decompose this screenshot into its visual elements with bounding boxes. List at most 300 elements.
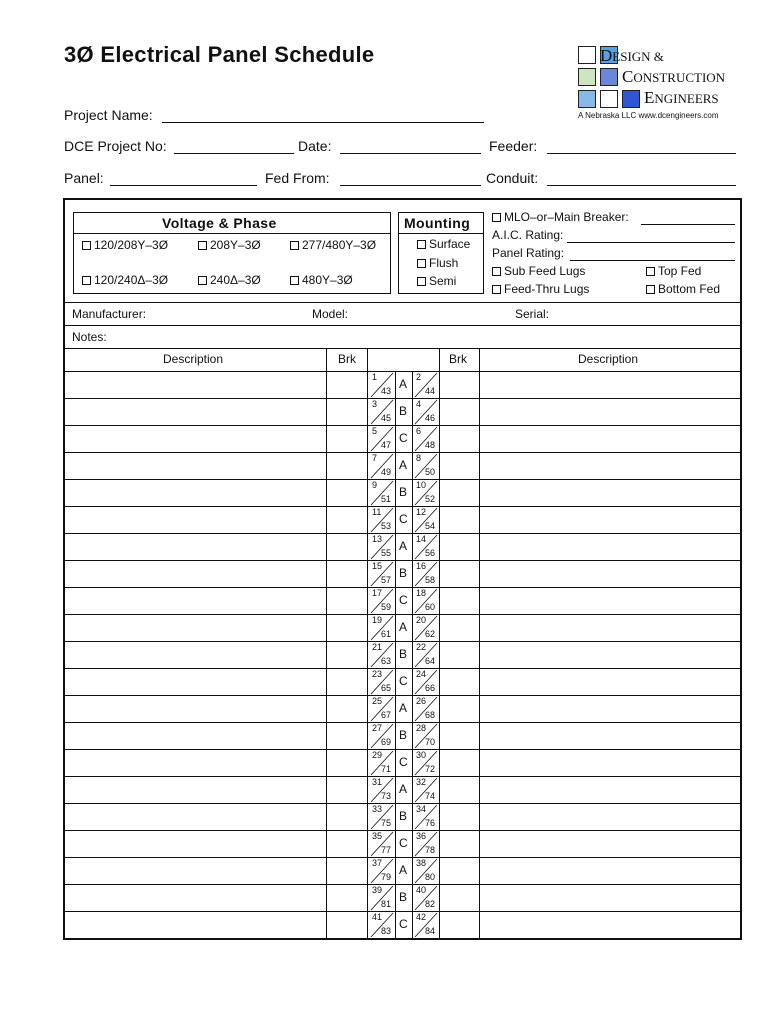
circuit-number-bottom: 64	[425, 656, 436, 666]
circuit-number-bottom: 80	[425, 872, 436, 882]
description-left-cell[interactable]	[65, 696, 326, 722]
circuit-number-top: 8	[416, 453, 422, 463]
aic-rating-field[interactable]	[567, 242, 735, 243]
breaker-left-cell[interactable]	[327, 534, 367, 560]
phase-label: C	[399, 836, 408, 850]
circuit-number-bottom: 69	[381, 737, 392, 747]
breaker-left-cell[interactable]	[327, 804, 367, 830]
breaker-left-cell[interactable]	[327, 615, 367, 641]
feed-thru-lugs-option[interactable]: Feed-Thru Lugs	[492, 282, 589, 296]
circuit-row	[65, 857, 740, 884]
circuit-number-cell	[369, 885, 395, 911]
checkbox	[646, 267, 655, 276]
circuit-row	[65, 587, 740, 614]
phase-cell	[395, 696, 413, 722]
circuit-number-cell	[369, 372, 395, 398]
circuit-number-cell	[413, 777, 439, 803]
circuit-number-top: 26	[416, 696, 427, 706]
circuit-number-top: 42	[416, 912, 427, 922]
breaker-left-cell[interactable]	[327, 561, 367, 587]
circuit-number-cell	[413, 750, 439, 776]
description-right-cell[interactable]	[480, 750, 740, 776]
circuit-number-bottom: 65	[381, 683, 392, 693]
circuit-number-top: 31	[372, 777, 383, 787]
circuit-number-bottom: 43	[381, 386, 392, 396]
circuit-number-cell	[413, 912, 439, 938]
fed-from-field[interactable]	[340, 185, 481, 186]
breaker-right-cell[interactable]	[440, 534, 479, 560]
description-left-cell[interactable]	[65, 912, 326, 938]
circuit-row	[65, 776, 740, 803]
panel-label: Panel:	[64, 170, 104, 186]
circuit-row	[65, 506, 740, 533]
voltage-phase-box	[73, 212, 391, 294]
circuit-number-cell	[369, 750, 395, 776]
breaker-right-cell[interactable]	[440, 723, 479, 749]
circuit-number-cell	[369, 615, 395, 641]
breaker-right-cell[interactable]	[440, 804, 479, 830]
description-left-cell[interactable]	[65, 669, 326, 695]
description-left-cell[interactable]	[65, 804, 326, 830]
bottom-fed-option[interactable]: Bottom Fed	[646, 282, 720, 296]
breaker-right-cell[interactable]	[440, 426, 479, 452]
model-label: Model:	[312, 307, 349, 321]
phase-cell	[395, 561, 413, 587]
checkbox	[198, 276, 207, 285]
logo-square	[578, 68, 596, 86]
circuit-number-bottom: 61	[381, 629, 392, 639]
checkbox	[646, 285, 655, 294]
circuit-number-cell	[369, 426, 395, 452]
circuit-number-top: 22	[416, 642, 427, 652]
circuit-number-bottom: 51	[381, 494, 392, 504]
date-field[interactable]	[340, 153, 481, 154]
logo-line-engineers: ENGINEERS	[644, 88, 719, 107]
breaker-right-cell[interactable]	[440, 912, 479, 938]
phase-label: B	[399, 485, 408, 499]
description-right-cell[interactable]	[480, 426, 740, 452]
circuit-number-bottom: 45	[381, 413, 392, 423]
phase-cell	[395, 615, 413, 641]
circuit-number-bottom: 50	[425, 467, 436, 477]
breaker-left-cell[interactable]	[327, 426, 367, 452]
description-right-cell[interactable]	[480, 615, 740, 641]
circuit-row	[65, 398, 740, 425]
phase-label: C	[399, 593, 408, 607]
voltage-option[interactable]: 208Y–3Ø	[198, 238, 261, 252]
breaker-left-cell[interactable]	[327, 642, 367, 668]
circuit-number-top: 2	[416, 372, 422, 382]
phase-cell	[395, 750, 413, 776]
circuit-number-top: 4	[416, 399, 422, 409]
voltage-option[interactable]: 120/208Y–3Ø	[82, 238, 168, 252]
logo-square	[600, 90, 618, 108]
description-right-cell[interactable]	[480, 912, 740, 938]
circuit-number-bottom: 52	[425, 494, 436, 504]
breaker-right-cell[interactable]	[440, 777, 479, 803]
circuit-row	[65, 560, 740, 587]
description-right-cell[interactable]	[480, 399, 740, 425]
checkbox	[198, 241, 207, 250]
project-name-label: Project Name:	[64, 107, 153, 123]
circuit-row	[65, 911, 740, 938]
breaker-right-cell[interactable]	[440, 885, 479, 911]
circuit-row	[65, 425, 740, 452]
circuit-number-bottom: 83	[381, 926, 392, 936]
circuit-number-top: 35	[372, 831, 383, 841]
circuit-number-cell	[369, 642, 395, 668]
circuit-number-bottom: 74	[425, 791, 436, 801]
breaker-left-cell[interactable]	[327, 777, 367, 803]
circuit-number-top: 23	[372, 669, 383, 679]
breaker-right-cell[interactable]	[440, 561, 479, 587]
breaker-right-cell[interactable]	[440, 642, 479, 668]
breaker-right-cell[interactable]	[440, 750, 479, 776]
checkbox	[82, 276, 91, 285]
breaker-left-cell[interactable]	[327, 588, 367, 614]
phase-label: B	[399, 728, 408, 742]
feeder-field[interactable]	[547, 153, 736, 154]
phase-label: C	[399, 755, 408, 769]
phase-cell	[395, 372, 413, 398]
circuit-number-cell	[369, 453, 395, 479]
phase-cell	[395, 588, 413, 614]
breaker-right-cell[interactable]	[440, 831, 479, 857]
breaker-right-cell[interactable]	[440, 858, 479, 884]
circuit-number-cell	[369, 777, 395, 803]
circuit-number-top: 38	[416, 858, 427, 868]
date-label: Date:	[298, 138, 332, 154]
breaker-left-cell[interactable]	[327, 669, 367, 695]
description-right-cell[interactable]	[480, 453, 740, 479]
circuit-number-top: 19	[372, 615, 383, 625]
logo-subtitle: A Nebraska LLC www.dcengineers.com	[578, 111, 719, 120]
phase-cell	[395, 534, 413, 560]
dce-project-no-label: DCE Project No:	[64, 138, 167, 154]
breaker-left-cell[interactable]	[327, 480, 367, 506]
mlo-main-breaker-field[interactable]	[641, 224, 735, 225]
checkbox	[492, 285, 501, 294]
circuit-number-top: 15	[372, 561, 383, 571]
header-brk-left: Brk	[338, 352, 356, 366]
circuit-number-cell	[413, 480, 439, 506]
manufacturer-label: Manufacturer:	[72, 307, 147, 321]
breaker-right-cell[interactable]	[440, 615, 479, 641]
description-left-cell[interactable]	[65, 831, 326, 857]
breaker-left-cell[interactable]	[327, 696, 367, 722]
description-left-cell[interactable]	[65, 885, 326, 911]
description-right-cell[interactable]	[480, 480, 740, 506]
description-left-cell[interactable]	[65, 642, 326, 668]
circuit-number-top: 25	[372, 696, 383, 706]
circuit-number-cell	[369, 561, 395, 587]
circuit-number-cell	[369, 507, 395, 533]
panel-rating-field[interactable]	[570, 260, 735, 261]
breaker-right-cell[interactable]	[440, 453, 479, 479]
breaker-right-cell[interactable]	[440, 696, 479, 722]
circuit-number-bottom: 44	[425, 386, 436, 396]
circuit-number-cell	[369, 534, 395, 560]
circuit-number-cell	[413, 561, 439, 587]
phase-label: C	[399, 674, 408, 688]
circuit-number-top: 9	[372, 480, 378, 490]
circuit-row	[65, 695, 740, 722]
breaker-left-cell[interactable]	[327, 723, 367, 749]
description-left-cell[interactable]	[65, 615, 326, 641]
circuit-number-top: 28	[416, 723, 427, 733]
mounting-box	[398, 212, 484, 294]
phase-label: A	[399, 377, 408, 391]
description-right-cell[interactable]	[480, 804, 740, 830]
checkbox	[417, 259, 426, 268]
description-right-cell[interactable]	[480, 372, 740, 398]
circuit-row	[65, 452, 740, 479]
circuit-number-cell	[413, 534, 439, 560]
circuit-number-bottom: 75	[381, 818, 392, 828]
header-brk-right: Brk	[449, 352, 467, 366]
description-left-cell[interactable]	[65, 588, 326, 614]
description-right-cell[interactable]	[480, 534, 740, 560]
description-left-cell[interactable]	[65, 453, 326, 479]
circuit-number-top: 3	[372, 399, 378, 409]
circuit-row	[65, 371, 740, 398]
description-left-cell[interactable]	[65, 561, 326, 587]
circuit-number-top: 20	[416, 615, 427, 625]
phase-cell	[395, 858, 413, 884]
panel-rating-label: Panel Rating:	[492, 246, 565, 260]
circuit-number-cell	[369, 858, 395, 884]
circuit-number-top: 36	[416, 831, 427, 841]
circuit-number-bottom: 47	[381, 440, 392, 450]
circuit-number-cell	[413, 426, 439, 452]
circuit-number-top: 32	[416, 777, 427, 787]
description-left-cell[interactable]	[65, 750, 326, 776]
description-left-cell[interactable]	[65, 534, 326, 560]
logo-square	[578, 90, 596, 108]
circuit-number-bottom: 63	[381, 656, 392, 666]
checkbox	[82, 241, 91, 250]
phase-label: A	[399, 863, 408, 877]
circuit-number-top: 11	[372, 507, 382, 517]
circuit-number-top: 13	[372, 534, 383, 544]
circuit-number-cell	[413, 372, 439, 398]
circuit-row	[65, 749, 740, 776]
breaker-left-cell[interactable]	[327, 912, 367, 938]
panel-field[interactable]	[110, 185, 257, 186]
panel-schedule-frame	[63, 198, 742, 940]
circuit-number-top: 30	[416, 750, 427, 760]
breaker-right-cell[interactable]	[440, 588, 479, 614]
voltage-option[interactable]: 120/240Δ–3Ø	[82, 273, 168, 287]
phase-label: A	[399, 539, 408, 553]
notes-label: Notes:	[72, 330, 107, 344]
description-left-cell[interactable]	[65, 723, 326, 749]
checkbox	[492, 267, 501, 276]
description-right-cell[interactable]	[480, 507, 740, 533]
header-description-left: Description	[163, 352, 224, 366]
breaker-right-cell[interactable]	[440, 399, 479, 425]
description-left-cell[interactable]	[65, 426, 326, 452]
phase-cell	[395, 507, 413, 533]
description-right-cell[interactable]	[480, 588, 740, 614]
description-right-cell[interactable]	[480, 777, 740, 803]
description-right-cell[interactable]	[480, 723, 740, 749]
checkbox	[290, 241, 299, 250]
circuit-number-bottom: 60	[425, 602, 436, 612]
checkbox	[417, 277, 426, 286]
mounting-option[interactable]: Surface	[417, 237, 470, 251]
voltage-option[interactable]: 277/480Y–3Ø	[290, 238, 376, 252]
checkbox	[290, 276, 299, 285]
phase-label: B	[399, 647, 408, 661]
phase-cell	[395, 777, 413, 803]
circuit-number-bottom: 76	[425, 818, 436, 828]
checkbox	[492, 213, 501, 222]
circuit-row	[65, 641, 740, 668]
fed-from-label: Fed From:	[265, 170, 330, 186]
circuit-number-bottom: 54	[425, 521, 436, 531]
circuit-number-bottom: 66	[425, 683, 436, 693]
circuit-number-bottom: 82	[425, 899, 436, 909]
circuit-number-top: 34	[416, 804, 427, 814]
circuit-number-bottom: 67	[381, 710, 392, 720]
breaker-left-cell[interactable]	[327, 453, 367, 479]
mounting-option[interactable]: Semi	[417, 274, 456, 288]
breaker-left-cell[interactable]	[327, 750, 367, 776]
description-right-cell[interactable]	[480, 885, 740, 911]
circuit-number-cell	[413, 831, 439, 857]
phase-cell	[395, 453, 413, 479]
breaker-left-cell[interactable]	[327, 858, 367, 884]
circuit-row	[65, 722, 740, 749]
breaker-right-cell[interactable]	[440, 480, 479, 506]
breaker-left-cell[interactable]	[327, 399, 367, 425]
description-left-cell[interactable]	[65, 399, 326, 425]
phase-cell	[395, 804, 413, 830]
description-right-cell[interactable]	[480, 669, 740, 695]
phase-cell	[395, 480, 413, 506]
logo-square	[600, 68, 618, 86]
description-right-cell[interactable]	[480, 831, 740, 857]
circuit-number-bottom: 73	[381, 791, 392, 801]
phase-label: A	[399, 782, 408, 796]
checkbox	[417, 240, 426, 249]
sub-feed-lugs-option[interactable]: Sub Feed Lugs	[492, 264, 585, 278]
circuit-number-top: 29	[372, 750, 383, 760]
circuit-number-bottom: 71	[381, 764, 392, 774]
circuit-number-cell	[413, 642, 439, 668]
description-left-cell[interactable]	[65, 480, 326, 506]
circuit-number-bottom: 55	[381, 548, 392, 558]
circuit-number-cell	[369, 723, 395, 749]
breaker-right-cell[interactable]	[440, 669, 479, 695]
circuit-number-bottom: 58	[425, 575, 436, 585]
phase-cell	[395, 642, 413, 668]
breaker-right-cell[interactable]	[440, 372, 479, 398]
aic-rating-label: A.I.C. Rating:	[492, 228, 564, 242]
circuit-number-bottom: 77	[381, 845, 392, 855]
phase-label: A	[399, 620, 408, 634]
circuit-number-top: 40	[416, 885, 427, 895]
description-right-cell[interactable]	[480, 696, 740, 722]
circuit-number-cell	[413, 885, 439, 911]
breaker-right-cell[interactable]	[440, 507, 479, 533]
voltage-option[interactable]: 240Δ–3Ø	[198, 273, 261, 287]
circuit-number-top: 1	[372, 372, 378, 382]
phase-cell	[395, 885, 413, 911]
circuit-number-cell	[369, 804, 395, 830]
breaker-left-cell[interactable]	[327, 831, 367, 857]
conduit-field[interactable]	[547, 185, 736, 186]
circuit-number-bottom: 70	[425, 737, 436, 747]
phase-cell	[395, 426, 413, 452]
circuit-number-cell	[369, 912, 395, 938]
feeder-label: Feeder:	[489, 138, 538, 154]
top-fed-option[interactable]: Top Fed	[646, 264, 701, 278]
circuit-number-cell	[369, 831, 395, 857]
circuit-number-cell	[413, 399, 439, 425]
circuit-row	[65, 479, 740, 506]
circuit-number-top: 17	[372, 588, 383, 598]
description-left-cell[interactable]	[65, 372, 326, 398]
circuit-number-cell	[413, 588, 439, 614]
breaker-left-cell[interactable]	[327, 885, 367, 911]
description-right-cell[interactable]	[480, 561, 740, 587]
circuit-number-bottom: 72	[425, 764, 436, 774]
circuit-number-cell	[413, 615, 439, 641]
phase-label: B	[399, 890, 408, 904]
mounting-option[interactable]: Flush	[417, 256, 458, 270]
circuit-number-cell	[369, 480, 395, 506]
circuit-row	[65, 668, 740, 695]
dce-project-no-field[interactable]	[174, 153, 294, 154]
breaker-left-cell[interactable]	[327, 372, 367, 398]
circuit-number-cell	[369, 399, 395, 425]
description-left-cell[interactable]	[65, 777, 326, 803]
circuit-number-bottom: 56	[425, 548, 436, 558]
mounting-heading: Mounting	[404, 215, 471, 231]
description-right-cell[interactable]	[480, 858, 740, 884]
phase-label: A	[399, 701, 408, 715]
circuit-number-bottom: 49	[381, 467, 392, 477]
circuit-number-top: 12	[416, 507, 427, 517]
circuit-number-cell	[413, 804, 439, 830]
circuit-number-bottom: 59	[381, 602, 392, 612]
circuit-number-top: 41	[372, 912, 383, 922]
description-right-cell[interactable]	[480, 642, 740, 668]
circuit-number-top: 10	[416, 480, 427, 490]
circuit-number-bottom: 79	[381, 872, 392, 882]
voltage-option[interactable]: 480Y–3Ø	[290, 273, 353, 287]
description-left-cell[interactable]	[65, 858, 326, 884]
circuit-number-cell	[369, 588, 395, 614]
circuit-row	[65, 614, 740, 641]
description-left-cell[interactable]	[65, 507, 326, 533]
breaker-left-cell[interactable]	[327, 507, 367, 533]
circuit-number-cell	[413, 669, 439, 695]
circuit-number-cell	[369, 669, 395, 695]
circuit-number-bottom: 78	[425, 845, 436, 855]
circuit-number-cell	[413, 858, 439, 884]
header-description-right: Description	[578, 352, 639, 366]
circuit-number-top: 39	[372, 885, 383, 895]
circuit-number-top: 21	[372, 642, 383, 652]
mlo-main-breaker-option[interactable]: MLO–or–Main Breaker:	[492, 210, 629, 224]
circuit-row	[65, 884, 740, 911]
project-name-field[interactable]	[162, 122, 484, 123]
circuit-number-top: 18	[416, 588, 427, 598]
circuit-number-top: 27	[372, 723, 383, 733]
